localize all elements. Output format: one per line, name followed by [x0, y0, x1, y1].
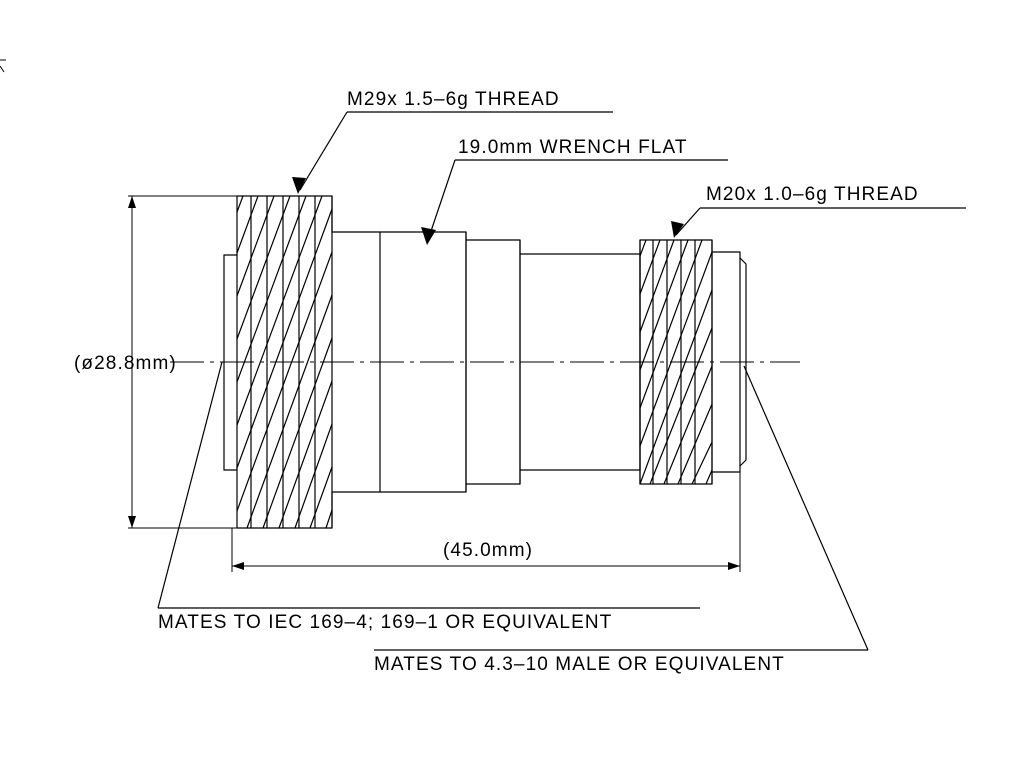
label-mates-left: MATES TO IEC 169–4; 169–1 OR EQUIVALENT: [158, 612, 613, 633]
label-mates-right: MATES TO 4.3–10 MALE OR EQUIVALENT: [374, 654, 785, 675]
label-thread-right: M20x 1.0–6g THREAD: [706, 184, 919, 205]
label-length: (45.0mm): [443, 540, 534, 561]
label-wrench-flat: 19.0mm WRENCH FLAT: [458, 137, 688, 158]
label-diameter: (ø28.8mm): [74, 353, 177, 374]
label-thread-left: M29x 1.5–6g THREAD: [347, 89, 560, 110]
sheet-corner-ticks: [0, 60, 6, 72]
